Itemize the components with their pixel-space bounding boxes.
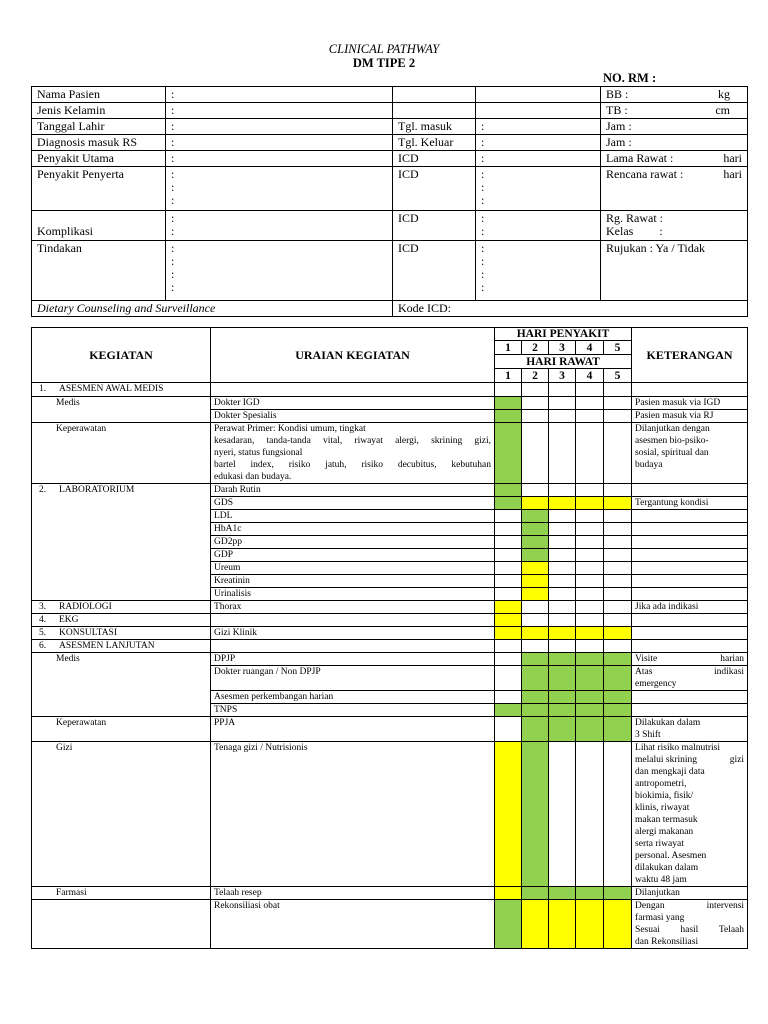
field-icd-komplikasi[interactable]: : : bbox=[476, 211, 601, 241]
day-cell[interactable] bbox=[495, 397, 522, 410]
day-cell[interactable] bbox=[522, 653, 549, 666]
section-asesmen-lanjutan: 6. ASESMEN LANJUTAN bbox=[32, 640, 211, 653]
day-cell[interactable] bbox=[522, 627, 549, 640]
section-radiologi: 3. RADIOLOGI bbox=[32, 601, 211, 614]
field-tgl-masuk[interactable]: : bbox=[476, 119, 601, 135]
label-tgl-masuk: Tgl. masuk bbox=[393, 119, 476, 135]
label-penyakit-utama: Penyakit Utama bbox=[32, 151, 166, 167]
hr-day-3: 3 bbox=[549, 369, 576, 383]
header-kegiatan: KEGIATAN bbox=[32, 328, 211, 383]
section-konsultasi: 5. KONSULTASI bbox=[32, 627, 211, 640]
day-cell[interactable] bbox=[549, 653, 576, 666]
activity-thorax: Thorax bbox=[211, 601, 495, 614]
table-row bbox=[32, 900, 748, 949]
header-hari-penyakit: HARI PENYAKIT bbox=[495, 328, 632, 341]
row-label-keperawatan: Keperawatan bbox=[32, 423, 211, 484]
activity-ureum: Ureum bbox=[211, 562, 495, 575]
day-cell[interactable] bbox=[604, 497, 632, 510]
field-komplikasi[interactable]: : : bbox=[166, 211, 393, 241]
activity-asesmen-perkembangan: Asesmen perkembangan harian bbox=[211, 691, 495, 704]
table-row bbox=[32, 484, 748, 497]
day-cell[interactable] bbox=[576, 666, 604, 691]
day-cell[interactable] bbox=[495, 742, 522, 887]
day-cell[interactable] bbox=[495, 497, 522, 510]
row-label-farmasi: Farmasi bbox=[32, 887, 211, 900]
section-ekg: 4. EKG bbox=[32, 614, 211, 627]
field-icd-penyerta[interactable]: : : : bbox=[476, 167, 601, 211]
header-keterangan: KETERANGAN bbox=[632, 328, 748, 383]
day-cell[interactable] bbox=[522, 704, 549, 717]
table-row bbox=[32, 653, 748, 666]
activity-dokter-spesialis: Dokter Spesialis bbox=[211, 410, 495, 423]
no-rm-label: NO. RM : bbox=[603, 71, 657, 85]
note-dilanjutkan: Dilanjutkan bbox=[632, 887, 748, 900]
day-cell[interactable] bbox=[495, 601, 522, 614]
day-cell[interactable] bbox=[604, 653, 632, 666]
activity-perawat-primer: Perawat Primer: Kondisi umum, tingkat kesadaran, tanda-tanda vital, riwayat alergi, skrining gizi, nyeri, status fungsional bartel index, risiko jatuh, risiko decubitus, kebutuhan edukasi dan budaya. bbox=[211, 423, 495, 484]
note-pasien-igd: Pasien masuk via IGD bbox=[632, 397, 748, 410]
day-cell[interactable] bbox=[576, 704, 604, 717]
activity-dokter-igd: Dokter IGD bbox=[211, 397, 495, 410]
row-label-medis-lanjutan: Medis bbox=[32, 653, 211, 717]
table-row bbox=[32, 614, 748, 627]
day-cell[interactable] bbox=[522, 536, 549, 549]
note-dilanjutkan-asesmen: Dilanjutkan dengan asesmen bio-psiko- sosial, spiritual dan budaya bbox=[632, 423, 748, 484]
note-tergantung-kondisi: Tergantung kondisi bbox=[632, 497, 748, 510]
hp-day-1: 1 bbox=[495, 341, 522, 355]
table-row bbox=[32, 423, 748, 484]
label-penyakit-penyerta: Penyakit Penyerta bbox=[32, 167, 166, 211]
day-cell[interactable] bbox=[549, 704, 576, 717]
day-cell[interactable] bbox=[576, 497, 604, 510]
row-label-medis: Medis bbox=[32, 397, 211, 423]
activity-urinalisis: Urinalisis bbox=[211, 588, 495, 601]
section-laboratorium: 2. LABORATORIUM bbox=[32, 484, 211, 601]
day-cell[interactable] bbox=[495, 423, 522, 484]
row-label-gizi: Gizi bbox=[32, 742, 211, 887]
note-jika-indikasi: Jika ada indikasi bbox=[632, 601, 748, 614]
day-cell[interactable] bbox=[576, 627, 604, 640]
table-row bbox=[32, 640, 748, 653]
note-visite-harian: Visite harian bbox=[632, 653, 748, 666]
table-row bbox=[32, 887, 748, 900]
hp-day-2: 2 bbox=[522, 341, 549, 355]
hr-day-5: 5 bbox=[604, 369, 632, 383]
field-icd-tindakan[interactable]: : : : : bbox=[476, 241, 601, 301]
table-row bbox=[32, 717, 748, 742]
day-cell[interactable] bbox=[522, 549, 549, 562]
note-intervensi: Dengan intervensi farmasi yang Sesuai hasil Telaah dan Rekonsiliasi bbox=[632, 900, 748, 949]
note-atas-indikasi: Atas indikasi emergency bbox=[632, 666, 748, 691]
day-cell[interactable] bbox=[522, 510, 549, 523]
hr-day-4: 4 bbox=[576, 369, 604, 383]
day-cell[interactable] bbox=[522, 497, 549, 510]
field-rujukan[interactable]: Rujukan : Ya / Tidak bbox=[601, 241, 748, 301]
day-cell[interactable] bbox=[495, 627, 522, 640]
activity-gds: GDS bbox=[211, 497, 495, 510]
day-cell[interactable] bbox=[495, 410, 522, 423]
section-row bbox=[32, 383, 748, 397]
section-asesmen-awal: 1. ASESMEN AWAL MEDIS bbox=[32, 383, 211, 397]
field-jam-masuk[interactable]: Jam : bbox=[601, 119, 748, 135]
label-icd-penyerta: ICD bbox=[393, 167, 476, 211]
header-hari-rawat: HARI RAWAT bbox=[495, 355, 632, 369]
day-cell[interactable] bbox=[604, 900, 632, 949]
row-label-keperawatan-lanjutan: Keperawatan bbox=[32, 717, 211, 742]
field-tanggal-lahir[interactable]: : bbox=[166, 119, 393, 135]
activity-tnps: TNPS bbox=[211, 704, 495, 717]
day-cell[interactable] bbox=[604, 704, 632, 717]
activity-rekonsiliasi: Rekonsiliasi obat bbox=[211, 900, 495, 949]
note-lihat-risiko: Lihat risiko malnutrisi melalui skrining gizi dan mengkaji data antropometri, biokimia, fisik/ klinis, riwayat makan termasuk alergi makanan serta riwayat personal. Asesmen dilakukan dalam waktu 48 jam bbox=[632, 742, 748, 887]
day-cell[interactable] bbox=[522, 588, 549, 601]
day-cell[interactable] bbox=[522, 575, 549, 588]
field-icd-utama[interactable]: : bbox=[476, 151, 601, 167]
day-cell[interactable] bbox=[522, 523, 549, 536]
activity-gizi-klinik: Gizi Klinik bbox=[211, 627, 495, 640]
label-tanggal-lahir: Tanggal Lahir bbox=[32, 119, 166, 135]
activity-gd2pp: GD2pp bbox=[211, 536, 495, 549]
hr-day-1: 1 bbox=[495, 369, 522, 383]
hp-day-3: 3 bbox=[549, 341, 576, 355]
day-cell[interactable] bbox=[495, 900, 522, 949]
day-cell[interactable] bbox=[604, 717, 632, 742]
day-cell[interactable] bbox=[604, 666, 632, 691]
activity-hba1c: HbA1c bbox=[211, 523, 495, 536]
table-row bbox=[32, 627, 748, 640]
hr-day-2: 2 bbox=[522, 369, 549, 383]
day-cell[interactable] bbox=[495, 614, 522, 627]
document-title: CLINICAL PATHWAY bbox=[328, 42, 440, 56]
day-cell[interactable] bbox=[522, 900, 549, 949]
table-row bbox=[32, 601, 748, 614]
activity-darah-rutin: Darah Rutin bbox=[211, 484, 495, 497]
day-cell[interactable] bbox=[576, 887, 604, 900]
field-tgl-keluar[interactable]: : bbox=[476, 135, 601, 151]
field-rencana-rawat[interactable]: Rencana rawat : hari bbox=[601, 167, 748, 211]
field-kode-icd[interactable]: Kode ICD: bbox=[393, 301, 748, 317]
label-icd-tindakan: ICD bbox=[393, 241, 476, 301]
activity-kreatinin: Kreatinin bbox=[211, 575, 495, 588]
day-cell[interactable] bbox=[522, 562, 549, 575]
activity-dokter-ruangan: Dokter ruangan / Non DPJP bbox=[211, 666, 495, 691]
hp-day-4: 4 bbox=[576, 341, 604, 355]
field-ruang-rawat[interactable]: Rg. Rawat : Kelas : bbox=[601, 211, 748, 241]
label-jenis-kelamin: Jenis Kelamin bbox=[32, 103, 166, 119]
activity-telaah-resep: Telaah resep bbox=[211, 887, 495, 900]
field-jam-keluar[interactable]: Jam : bbox=[601, 135, 748, 151]
table-row bbox=[32, 742, 748, 887]
day-cell[interactable] bbox=[549, 717, 576, 742]
day-cell[interactable] bbox=[495, 887, 522, 900]
day-cell[interactable] bbox=[576, 717, 604, 742]
pathway-table bbox=[31, 327, 748, 949]
day-cell[interactable] bbox=[604, 691, 632, 704]
field-tb[interactable]: TB : cm bbox=[601, 103, 748, 119]
day-cell[interactable] bbox=[522, 717, 549, 742]
day-cell[interactable] bbox=[522, 666, 549, 691]
field-penyakit-utama[interactable]: : bbox=[166, 151, 393, 167]
label-dietary-counseling: Dietary Counseling and Surveillance bbox=[32, 301, 393, 317]
day-cell[interactable] bbox=[576, 691, 604, 704]
day-cell[interactable] bbox=[522, 887, 549, 900]
activity-ldl: LDL bbox=[211, 510, 495, 523]
day-cell[interactable] bbox=[549, 666, 576, 691]
day-cell[interactable] bbox=[549, 691, 576, 704]
day-cell[interactable] bbox=[549, 887, 576, 900]
day-cell[interactable] bbox=[604, 887, 632, 900]
header-uraian: URAIAN KEGIATAN bbox=[211, 328, 495, 383]
field-bb[interactable]: BB : kg bbox=[601, 87, 748, 103]
day-cell[interactable] bbox=[549, 900, 576, 949]
day-cell[interactable] bbox=[522, 691, 549, 704]
day-cell[interactable] bbox=[495, 484, 522, 497]
hp-day-5: 5 bbox=[604, 341, 632, 355]
field-lama-rawat[interactable]: Lama Rawat : hari bbox=[601, 151, 748, 167]
label-nama-pasien: Nama Pasien bbox=[32, 87, 166, 103]
note-pasien-rj: Pasien masuk via RJ bbox=[632, 410, 748, 423]
day-cell[interactable] bbox=[549, 627, 576, 640]
patient-info-table bbox=[31, 86, 748, 317]
label-icd-komplikasi: ICD bbox=[393, 211, 476, 241]
day-cell[interactable] bbox=[576, 653, 604, 666]
field-tindakan[interactable]: : : : : bbox=[166, 241, 393, 301]
field-nama-pasien[interactable]: : bbox=[166, 87, 393, 103]
day-cell[interactable] bbox=[549, 497, 576, 510]
label-diagnosis-masuk: Diagnosis masuk RS bbox=[32, 135, 166, 151]
document-subtitle: DM TIPE 2 bbox=[352, 56, 416, 70]
label-tindakan: Tindakan bbox=[32, 241, 166, 301]
day-cell[interactable] bbox=[495, 704, 522, 717]
activity-ppja: PPJA bbox=[211, 717, 495, 742]
day-cell[interactable] bbox=[522, 742, 549, 887]
label-komplikasi: Komplikasi bbox=[32, 211, 166, 241]
table-row bbox=[32, 397, 748, 410]
field-penyakit-penyerta[interactable]: : : : bbox=[166, 167, 393, 211]
day-cell[interactable] bbox=[604, 627, 632, 640]
field-diagnosis-masuk[interactable]: : bbox=[166, 135, 393, 151]
label-icd-utama: ICD bbox=[393, 151, 476, 167]
field-jenis-kelamin[interactable]: : bbox=[166, 103, 393, 119]
day-cell[interactable] bbox=[576, 900, 604, 949]
activity-tenaga-gizi: Tenaga gizi / Nutrisionis bbox=[211, 742, 495, 887]
activity-gdp: GDP bbox=[211, 549, 495, 562]
activity-dpjp: DPJP bbox=[211, 653, 495, 666]
label-tgl-keluar: Tgl. Keluar bbox=[393, 135, 476, 151]
note-dilakukan-shift: Dilakukan dalam 3 Shift bbox=[632, 717, 748, 742]
